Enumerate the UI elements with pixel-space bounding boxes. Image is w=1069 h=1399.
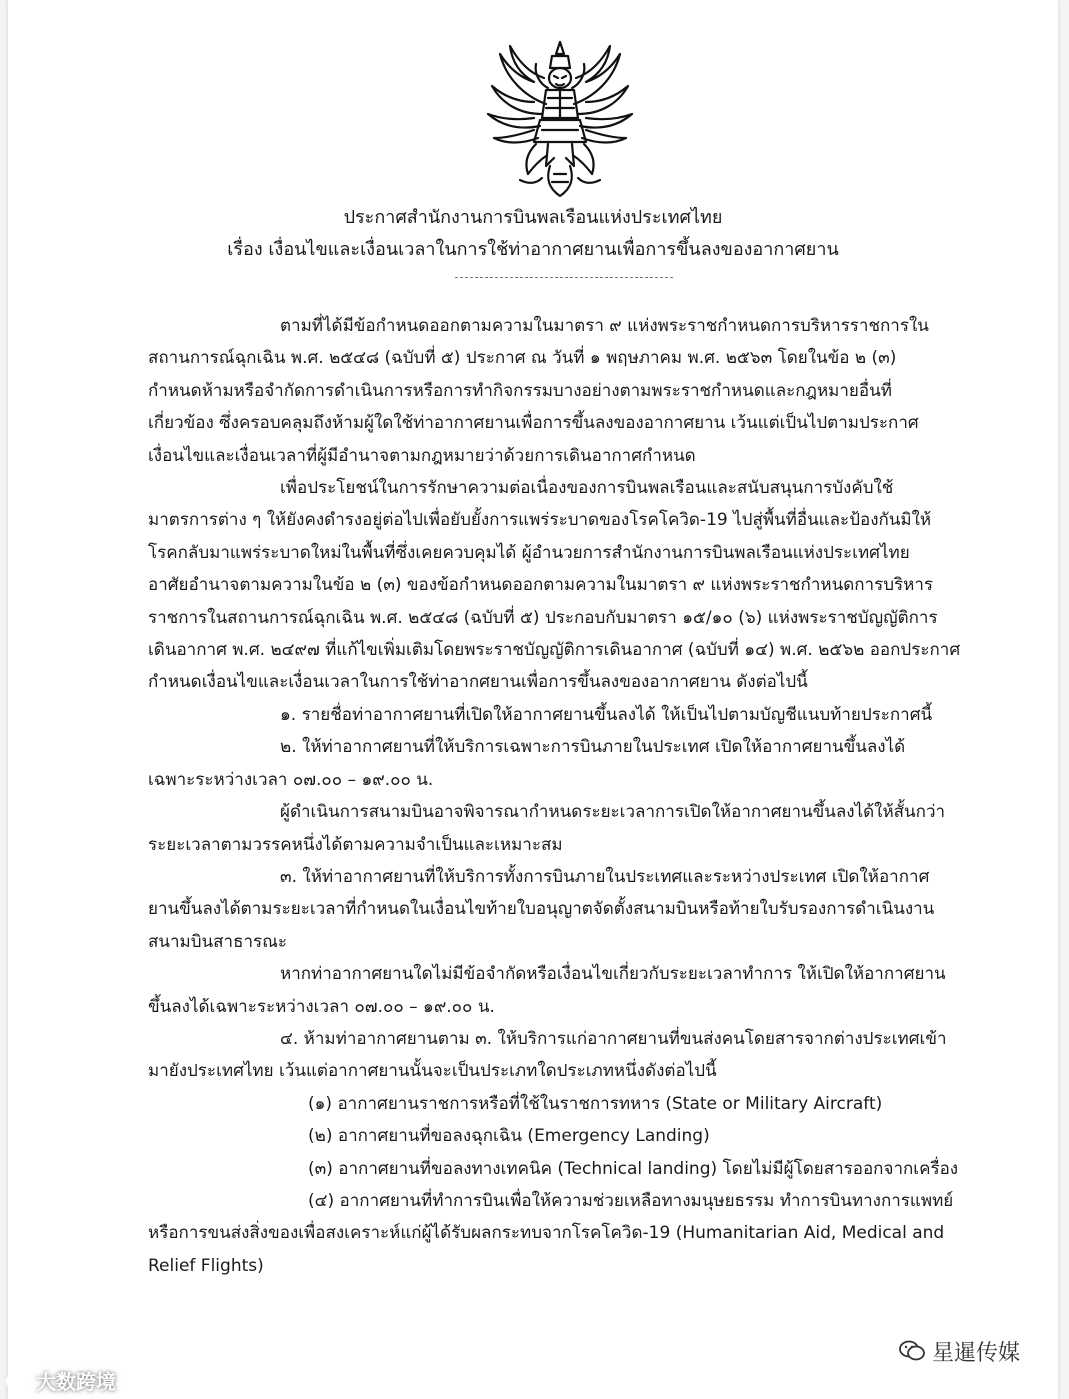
clause-3: ๓. ให้ท่าอากาศยานที่ให้บริการทั้งการบินภายในประเทศและระหว่างประเทศ เปิดให้อากาศ xyxy=(280,866,930,887)
paragraph-line: อาศัยอำนาจตามความในข้อ ๒ (๓) ของข้อกำหนดออกตามความในมาตรา ๙ แห่งพระราชกำหนดการบริหาร xyxy=(148,575,934,596)
clause-1: ๑. รายชื่อท่าอากาศยานที่เปิดให้อากาศยานขึ้นลงได้ ให้เป็นไปตามบัญชีแนบท้ายประกาศนี้ xyxy=(280,704,933,725)
paragraph-line: โรคกลับมาแพร่ระบาดใหม่ในพื้นที่ซึ่งเคยควบคุมได้ ผู้อำนวยการสำนักงานการบินพลเรือนแห่งประเทศไทย xyxy=(148,542,910,563)
watermark-left-text: 大数跨境 xyxy=(36,1370,116,1394)
paragraph-line: Relief Flights) xyxy=(148,1255,264,1276)
sub-clause-4: (๔) อากาศยานที่ทำการบินเพื่อให้ความช่วยเหลือทางมนุษยธรรม ทำการบินทางการแพทย์ xyxy=(308,1190,954,1211)
paragraph-line: หากท่าอากาศยานใดไม่มีข้อจำกัดหรือเงื่อนไขเกี่ยวกับระยะเวลาทำการ ให้เปิดให้อากาศยาน xyxy=(280,964,946,985)
heading-divider xyxy=(455,277,673,278)
paragraph-line: เงื่อนไขและเงื่อนเวลาที่ผู้มีอำนาจตามกฎหมายว่าด้วยการเดินอากาศกำหนด xyxy=(148,445,696,466)
paragraph-line: เดินอากาศ พ.ศ. ๒๔๙๗ ที่แก้ไขเพิ่มเติมโดยพระราชบัญญัติการเดินอากาศ (ฉบับที่ ๑๔) พ.ศ. ๒๕๖๒ ออกประกาศ xyxy=(148,640,961,661)
paragraph-line: สนามบินสาธารณะ xyxy=(148,931,288,952)
clause-4: ๔. ห้ามท่าอากาศยานตาม ๓. ให้บริการแก่อากาศยานที่ขนส่งคนโดยสารจากต่างประเทศเข้า xyxy=(280,1028,947,1049)
watermark-right-text: 星暹传媒 xyxy=(932,1341,1021,1366)
paragraph-line: ขึ้นลงได้เฉพาะระหว่างเวลา ๐๗.๐๐ – ๑๙.๐๐ น. xyxy=(148,996,495,1017)
paragraph-line: มาตรการต่าง ๆ ให้ยังคงดำรงอยู่ต่อไปเพื่อยับยั้งการแพร่ระบาดของโรคโควิด-19 ไปสู่พื้นที่อื่นและป้องกันมิให้ xyxy=(148,510,932,531)
paragraph-line: ราชการในสถานการณ์ฉุกเฉิน พ.ศ. ๒๕๔๘ (ฉบับที่ ๕) ประกอบกับมาตรา ๑๕/๑๐ (๖) แห่งพระราชบัญญัติการ xyxy=(148,607,938,628)
garuda-emblem-icon xyxy=(476,34,644,200)
sub-clause-1: (๑) อากาศยานราชการหรือที่ใช้ในราชการทหาร (State or Military Aircraft) xyxy=(308,1093,883,1114)
watermark-left xyxy=(6,1366,116,1396)
announcement-body xyxy=(8,310,1058,1282)
paragraph-line: ตามที่ได้มีข้อกำหนดออกตามความในมาตรา ๙ แห่งพระราชกำหนดการบริหารราชการใน xyxy=(280,316,929,336)
wechat-icon xyxy=(898,1339,926,1369)
document-page xyxy=(8,0,1058,1399)
sub-clause-3: (๓) อากาศยานที่ขอลงทางเทคนิค (Technical landing) โดยไม่มีผู้โดยสารออกจากเครื่อง xyxy=(308,1158,959,1179)
paragraph-line: สถานการณ์ฉุกเฉิน พ.ศ. ๒๕๔๘ (ฉบับที่ ๕) ประกาศ ณ วันที่ ๑ พฤษภาคม พ.ศ. ๒๕๖๓ โดยในข้อ ๒ (๓) xyxy=(148,348,897,369)
paragraph-line: หรือการขนส่งสิ่งของเพื่อสงเคราะห์แก่ผู้ได้รับผลกระทบจากโรคโควิด-19 (Humanitarian Aid, Medical and xyxy=(148,1223,945,1244)
clause-2: ๒. ให้ท่าอากาศยานที่ให้บริการเฉพาะการบินภายในประเทศ เปิดให้อากาศยานขึ้นลงได้ xyxy=(280,737,906,758)
paragraph-line: กำหนดห้ามหรือจำกัดการดำเนินการหรือการทำกิจกรรมบางอย่างตามพระราชกำหนดและกฎหมายอื่นที่ xyxy=(148,380,892,401)
brand-logo-icon xyxy=(6,1371,30,1396)
paragraph-line: ผู้ดำเนินการสนามบินอาจพิจารณากำหนดระยะเวลาการเปิดให้อากาศยานขึ้นลงได้ให้สั้นกว่า xyxy=(280,802,946,823)
announcement-subject: เรื่อง เงื่อนไขและเงื่อนเวลาในการใช้ท่าอากาศยานเพื่อการขึ้นลงของอากาศยาน xyxy=(227,239,839,260)
paragraph-line: เกี่ยวข้อง ซึ่งครอบคลุมถึงห้ามผู้ใดใช้ท่าอากาศยานเพื่อการขึ้นลงของอากาศยาน เว้นแต่เป็นไปตามประกาศ xyxy=(148,413,919,434)
paragraph-line: ยานขึ้นลงได้ตามระยะเวลาที่กำหนดในเงื่อนไขท้ายใบอนุญาตจัดตั้งสนามบินหรือท้ายใบรับรองการดำเนินงาน xyxy=(148,899,935,920)
paragraph-line: มายังประเทศไทย เว้นแต่อากาศยานนั้นจะเป็นประเภทใดประเภทหนึ่งดังต่อไปนี้ xyxy=(148,1061,717,1082)
sub-clause-2: (๒) อากาศยานที่ขอลงฉุกเฉิน (Emergency Landing) xyxy=(308,1126,710,1147)
paragraph-line: ระยะเวลาตามวรรคหนึ่งได้ตามความจำเป็นและเหมาะสม xyxy=(148,834,563,855)
announcement-title: ประกาศสำนักงานการบินพลเรือนแห่งประเทศไทย xyxy=(343,207,723,228)
paragraph-line: กำหนดเงื่อนไขและเงื่อนเวลาในการใช้ท่าอากศยานเพื่อการขึ้นลงของอากาศยาน ดังต่อไปนี้ xyxy=(148,672,808,693)
paragraph-line: เพื่อประโยชน์ในการรักษาความต่อเนื่องของการบินพลเรือนและสนับสนุนการบังคับใช้ xyxy=(280,478,894,499)
paragraph-line: เฉพาะระหว่างเวลา ๐๗.๐๐ – ๑๙.๐๐ น. xyxy=(148,769,434,790)
watermark-right xyxy=(898,1336,1020,1369)
